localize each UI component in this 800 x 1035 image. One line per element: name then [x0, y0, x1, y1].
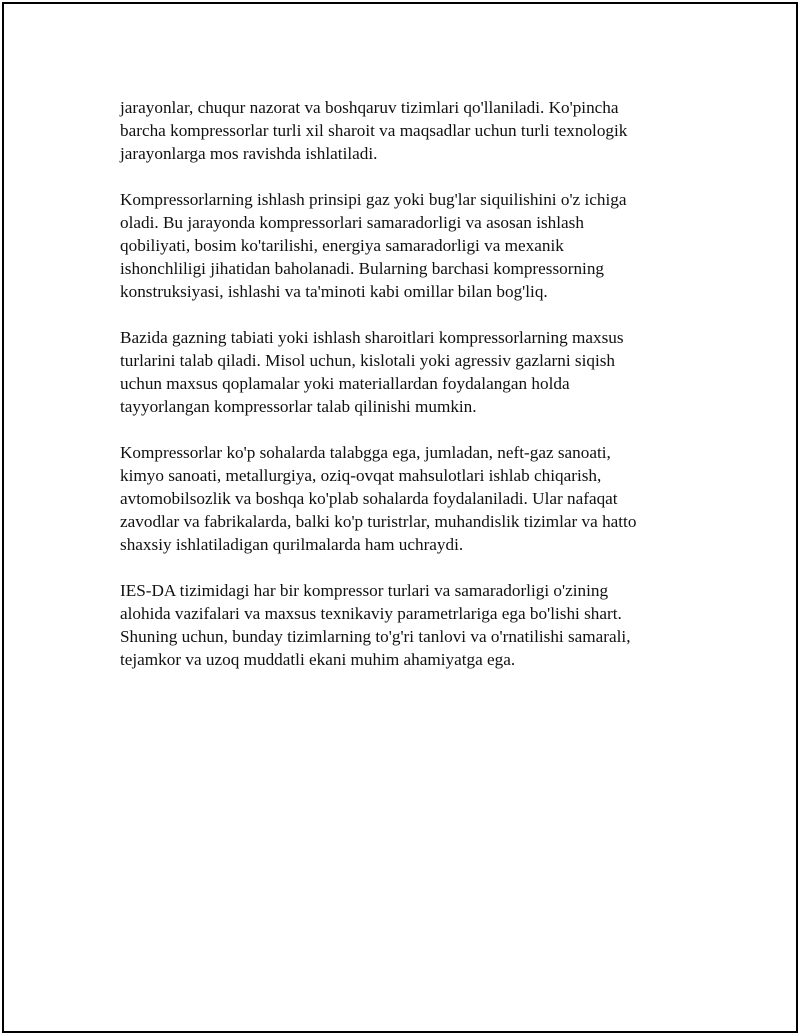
text-line: tejamkor va uzoq muddatli ekani muhim ahamiyatga ega. [120, 650, 516, 669]
text-line: uchun maxsus qoplamalar yoki materiallardan foydalangan holda [120, 374, 570, 393]
document-body [120, 96, 690, 694]
text-line: Bazida gazning tabiati yoki ishlash sharoitlari kompressorlarning maxsus [120, 328, 624, 347]
text-line: konstruksiyasi, ishlashi va ta'minoti kabi omillar bilan bog'liq. [120, 282, 548, 301]
text-line: shaxsiy ishlatiladigan qurilmalarda ham uchraydi. [120, 535, 464, 554]
text-line: turlarini talab qiladi. Misol uchun, kislotali yoki agressiv gazlarni siqish [120, 351, 616, 370]
text-line: tayyorlangan kompressorlar talab qilinishi mumkin. [120, 397, 477, 416]
paragraph-1 [120, 96, 690, 165]
paragraph-3 [120, 326, 690, 418]
text-line: Kompressorlar ko'p sohalarda talabgga ega, jumladan, neft-gaz sanoati, [120, 443, 611, 462]
text-line: alohida vazifalari va maxsus texnikaviy parametrlariga ega bo'lishi shart. [120, 604, 622, 623]
text-line: Shuning uchun, bunday tizimlarning to'g'ri tanlovi va o'rnatilishi samarali, [120, 627, 631, 646]
text-line: qobiliyati, bosim ko'tarilishi, energiya samaradorligi va mexanik [120, 236, 564, 255]
text-line: zavodlar va fabrikalarda, balki ko'p turistrlar, muhandislik tizimlar va hatto [120, 512, 637, 531]
text-line: jarayonlarga mos ravishda ishlatiladi. [120, 144, 378, 163]
text-line: ishonchliligi jihatidan baholanadi. Bularning barchasi kompressorning [120, 259, 605, 278]
paragraph-2 [120, 188, 690, 303]
document-page [2, 2, 798, 1033]
text-line: jarayonlar, chuqur nazorat va boshqaruv tizimlari qo'llaniladi. Ko'pincha [120, 98, 619, 117]
text-line: IES-DA tizimidagi har bir kompressor turlari va samaradorligi o'zining [120, 581, 609, 600]
text-line: avtomobilsozlik va boshqa ko'plab sohalarda foydalaniladi. Ular nafaqat [120, 489, 618, 508]
text-line: Kompressorlarning ishlash prinsipi gaz yoki bug'lar siquilishini o'z ichiga [120, 190, 627, 209]
paragraph-4 [120, 441, 690, 556]
paragraph-5 [120, 579, 690, 671]
text-line: oladi. Bu jarayonda kompressorlari samaradorligi va asosan ishlash [120, 213, 584, 232]
text-line: barcha kompressorlar turli xil sharoit va maqsadlar uchun turli texnologik [120, 121, 628, 140]
text-line: kimyo sanoati, metallurgiya, oziq-ovqat mahsulotlari ishlab chiqarish, [120, 466, 602, 485]
